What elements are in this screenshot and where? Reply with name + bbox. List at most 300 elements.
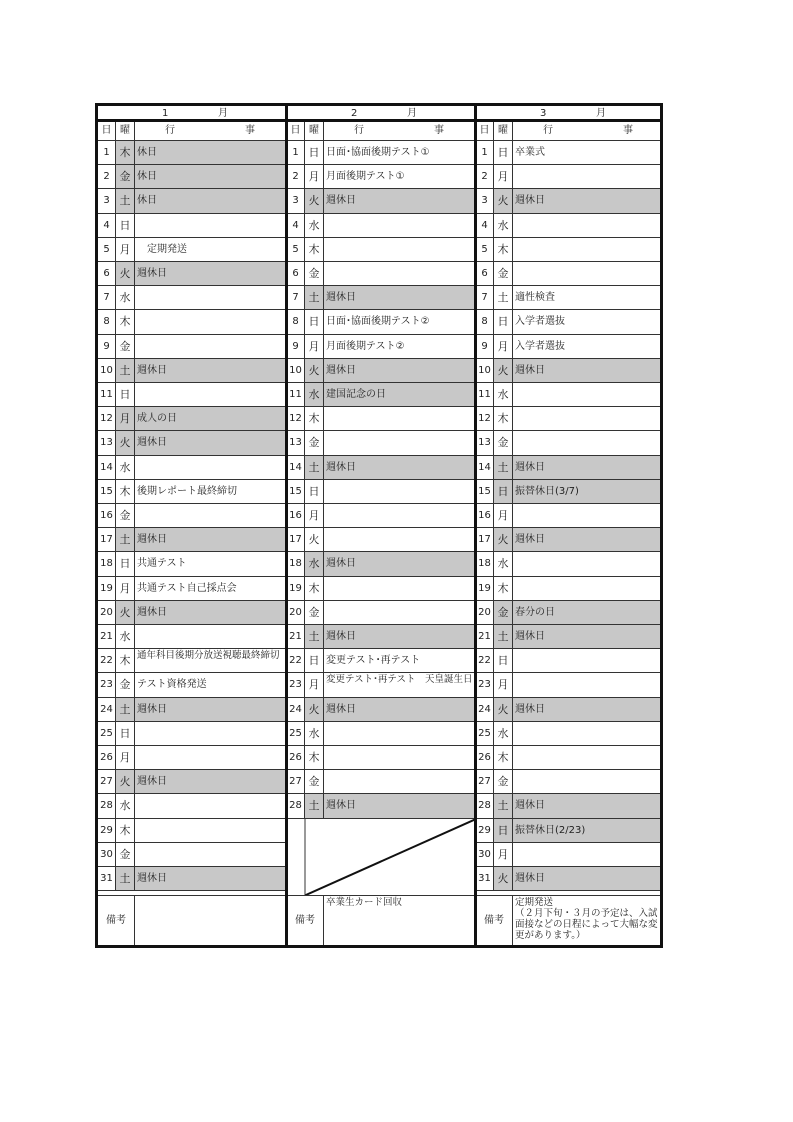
event bbox=[324, 238, 476, 261]
day-row bbox=[287, 722, 476, 746]
event: 休日 bbox=[135, 189, 287, 212]
weekday: 日 bbox=[494, 819, 513, 842]
day-header: 日 bbox=[287, 122, 305, 140]
slash-line bbox=[305, 819, 476, 895]
weekday: 土 bbox=[305, 456, 324, 479]
event bbox=[513, 214, 660, 237]
event: 週休日 bbox=[324, 552, 476, 575]
weekday: 日 bbox=[305, 649, 324, 672]
weekday: 火 bbox=[494, 189, 513, 212]
event bbox=[135, 746, 287, 769]
day-number: 28 bbox=[98, 794, 116, 817]
event: 入学者選抜 bbox=[515, 316, 565, 328]
day-number: 8 bbox=[476, 310, 494, 333]
day-row bbox=[287, 504, 476, 528]
event bbox=[324, 480, 476, 503]
event bbox=[513, 746, 660, 769]
month-unit: 月 bbox=[596, 108, 606, 119]
weekday: 水 bbox=[305, 214, 324, 237]
event: テスト資格発送 bbox=[137, 679, 207, 691]
day-row bbox=[476, 407, 660, 431]
day-row bbox=[98, 189, 287, 213]
day-row bbox=[476, 383, 660, 407]
day-row bbox=[98, 867, 287, 891]
day-row bbox=[287, 698, 476, 722]
day-number: 4 bbox=[287, 214, 305, 237]
day-number: 8 bbox=[98, 310, 116, 333]
day-row bbox=[476, 504, 660, 528]
day-number: 28 bbox=[287, 794, 305, 817]
event: 休日 bbox=[135, 165, 287, 188]
day-number: 18 bbox=[98, 552, 116, 575]
day-number: 23 bbox=[476, 673, 494, 696]
weekday: 月 bbox=[494, 673, 513, 696]
day-number: 26 bbox=[476, 746, 494, 769]
weekday: 金 bbox=[305, 770, 324, 793]
day-row bbox=[98, 383, 287, 407]
day-row bbox=[476, 480, 660, 504]
day-number: 21 bbox=[476, 625, 494, 648]
weekday: 木 bbox=[116, 819, 135, 842]
day-number: 1 bbox=[476, 141, 494, 164]
column-header bbox=[476, 122, 660, 141]
notes-row bbox=[98, 895, 287, 945]
day-number: 16 bbox=[287, 504, 305, 527]
day-row bbox=[476, 431, 660, 455]
event: 振替休日(3/7) bbox=[513, 480, 660, 503]
weekday: 土 bbox=[494, 625, 513, 648]
weekday: 木 bbox=[116, 480, 135, 503]
event bbox=[135, 843, 287, 866]
weekday: 土 bbox=[116, 867, 135, 890]
notes-label: 備考 bbox=[476, 896, 513, 945]
event: 週休日 bbox=[135, 528, 287, 551]
day-row bbox=[287, 189, 476, 213]
day-number: 10 bbox=[287, 359, 305, 382]
weekday-header: 曜 bbox=[116, 122, 135, 140]
day-number: 14 bbox=[98, 456, 116, 479]
event bbox=[135, 214, 287, 237]
day-row bbox=[287, 359, 476, 383]
event: 入学者選抜 bbox=[515, 340, 565, 352]
day-number: 9 bbox=[476, 335, 494, 358]
day-row bbox=[287, 310, 476, 334]
weekday: 金 bbox=[305, 431, 324, 454]
day-number: 20 bbox=[98, 601, 116, 624]
weekday: 土 bbox=[305, 286, 324, 309]
event bbox=[324, 431, 476, 454]
day-row bbox=[98, 286, 287, 310]
event-header bbox=[513, 122, 660, 140]
day-number: 12 bbox=[476, 407, 494, 430]
notes-row bbox=[287, 895, 476, 945]
weekday: 火 bbox=[116, 262, 135, 285]
weekday: 金 bbox=[305, 601, 324, 624]
weekday: 月 bbox=[305, 335, 324, 358]
day-row bbox=[287, 383, 476, 407]
weekday: 月 bbox=[116, 746, 135, 769]
day-number: 18 bbox=[287, 552, 305, 575]
event bbox=[513, 238, 660, 261]
month-column bbox=[476, 106, 660, 945]
day-row bbox=[476, 794, 660, 818]
event: 振替休日(2/23) bbox=[513, 819, 660, 842]
day-row bbox=[476, 238, 660, 262]
event-header-part: 事 bbox=[623, 125, 633, 136]
day-number: 3 bbox=[476, 189, 494, 212]
day-number: 25 bbox=[287, 722, 305, 745]
event bbox=[513, 431, 660, 454]
weekday: 日 bbox=[116, 214, 135, 237]
event-header bbox=[324, 122, 476, 140]
day-number: 7 bbox=[98, 286, 116, 309]
day-row bbox=[476, 843, 660, 867]
day-number: 19 bbox=[476, 577, 494, 600]
event-header-part: 行 bbox=[354, 125, 364, 136]
weekday: 土 bbox=[116, 698, 135, 721]
day-row bbox=[98, 625, 287, 649]
event: 週休日 bbox=[135, 867, 287, 890]
day-number: 8 bbox=[287, 310, 305, 333]
event bbox=[324, 214, 476, 237]
weekday: 木 bbox=[305, 407, 324, 430]
month-column bbox=[287, 106, 476, 945]
weekday: 火 bbox=[305, 359, 324, 382]
event bbox=[324, 504, 476, 527]
event bbox=[135, 794, 287, 817]
day-number: 4 bbox=[98, 214, 116, 237]
weekday: 月 bbox=[116, 238, 135, 261]
event bbox=[324, 722, 476, 745]
weekday: 金 bbox=[494, 770, 513, 793]
event bbox=[513, 504, 660, 527]
day-row bbox=[476, 262, 660, 286]
event: 週休日 bbox=[324, 359, 476, 382]
event: 変更テスト･再テスト 天皇誕生日 bbox=[326, 674, 473, 686]
day-number: 7 bbox=[287, 286, 305, 309]
day-number: 17 bbox=[287, 528, 305, 551]
month-number: 2 bbox=[351, 108, 358, 119]
month-title bbox=[476, 106, 660, 122]
day-number: 24 bbox=[98, 698, 116, 721]
day-number: 22 bbox=[287, 649, 305, 672]
weekday: 水 bbox=[305, 383, 324, 406]
day-number: 13 bbox=[287, 431, 305, 454]
day-row bbox=[476, 359, 660, 383]
event-header-part: 行 bbox=[543, 125, 553, 136]
event bbox=[513, 649, 660, 672]
day-number: 19 bbox=[287, 577, 305, 600]
event: 週休日 bbox=[324, 456, 476, 479]
event bbox=[135, 310, 287, 333]
day-row bbox=[98, 407, 287, 431]
notes-text: 定期発送 （２月下旬・３月の予定は、入試面接などの日程によって大幅な変更があります。） bbox=[515, 897, 658, 941]
day-row bbox=[98, 649, 287, 673]
day-row bbox=[476, 867, 660, 891]
event bbox=[135, 335, 287, 358]
weekday: 土 bbox=[305, 794, 324, 817]
weekday: 土 bbox=[494, 794, 513, 817]
weekday: 水 bbox=[305, 552, 324, 575]
weekday: 火 bbox=[305, 528, 324, 551]
day-number: 23 bbox=[287, 673, 305, 696]
day-number: 5 bbox=[98, 238, 116, 261]
weekday: 日 bbox=[494, 310, 513, 333]
weekday: 金 bbox=[116, 335, 135, 358]
event: 週休日 bbox=[135, 431, 287, 454]
weekday: 月 bbox=[494, 504, 513, 527]
notes-label: 備考 bbox=[287, 896, 324, 945]
day-row bbox=[98, 456, 287, 480]
day-number: 29 bbox=[476, 819, 494, 842]
weekday: 木 bbox=[305, 238, 324, 261]
weekday: 水 bbox=[494, 552, 513, 575]
day-row bbox=[98, 165, 287, 189]
day-row bbox=[287, 456, 476, 480]
event bbox=[513, 722, 660, 745]
day-row bbox=[476, 310, 660, 334]
day-row bbox=[476, 189, 660, 213]
weekday: 火 bbox=[494, 867, 513, 890]
weekday: 金 bbox=[494, 262, 513, 285]
event bbox=[324, 770, 476, 793]
day-row bbox=[98, 431, 287, 455]
day-number: 17 bbox=[98, 528, 116, 551]
weekday: 月 bbox=[494, 843, 513, 866]
day-number: 20 bbox=[287, 601, 305, 624]
weekday: 土 bbox=[116, 528, 135, 551]
notes-row bbox=[476, 895, 660, 945]
day-number: 1 bbox=[287, 141, 305, 164]
notes-text: 卒業生カード回収 bbox=[326, 897, 403, 908]
event: 週休日 bbox=[513, 794, 660, 817]
weekday: 日 bbox=[494, 141, 513, 164]
event bbox=[135, 819, 287, 842]
day-number: 1 bbox=[98, 141, 116, 164]
weekday: 水 bbox=[116, 456, 135, 479]
event: 週休日 bbox=[324, 189, 476, 212]
weekday: 日 bbox=[116, 552, 135, 575]
event bbox=[513, 770, 660, 793]
weekday: 水 bbox=[494, 214, 513, 237]
day-number: 23 bbox=[98, 673, 116, 696]
event: 週休日 bbox=[135, 698, 287, 721]
event bbox=[513, 673, 660, 696]
event: 成人の日 bbox=[135, 407, 287, 430]
day-row bbox=[476, 214, 660, 238]
weekday: 日 bbox=[305, 480, 324, 503]
weekday: 火 bbox=[116, 770, 135, 793]
day-number: 27 bbox=[287, 770, 305, 793]
weekday: 水 bbox=[494, 722, 513, 745]
day-row bbox=[287, 794, 476, 818]
day-row bbox=[287, 286, 476, 310]
day-row bbox=[98, 238, 287, 262]
weekday: 土 bbox=[116, 189, 135, 212]
weekday: 金 bbox=[494, 431, 513, 454]
day-number: 6 bbox=[476, 262, 494, 285]
day-row bbox=[98, 722, 287, 746]
day-number: 12 bbox=[287, 407, 305, 430]
weekday: 火 bbox=[494, 528, 513, 551]
weekday: 月 bbox=[305, 504, 324, 527]
day-row bbox=[98, 504, 287, 528]
day-row bbox=[287, 214, 476, 238]
day-row bbox=[98, 480, 287, 504]
day-row bbox=[476, 601, 660, 625]
day-row bbox=[98, 141, 287, 165]
event bbox=[513, 843, 660, 866]
day-row bbox=[98, 359, 287, 383]
day-row bbox=[287, 480, 476, 504]
weekday: 日 bbox=[116, 383, 135, 406]
event-header-part: 事 bbox=[434, 125, 444, 136]
day-row bbox=[476, 649, 660, 673]
day-row bbox=[287, 577, 476, 601]
day-row bbox=[98, 262, 287, 286]
weekday: 木 bbox=[116, 141, 135, 164]
day-number: 22 bbox=[476, 649, 494, 672]
calendar-table bbox=[95, 103, 663, 948]
event: 共通テスト自己採点会 bbox=[137, 582, 237, 594]
event bbox=[513, 552, 660, 575]
day-number: 21 bbox=[98, 625, 116, 648]
day-number: 15 bbox=[287, 480, 305, 503]
day-number: 13 bbox=[476, 431, 494, 454]
weekday: 土 bbox=[494, 456, 513, 479]
weekday: 木 bbox=[494, 407, 513, 430]
weekday: 日 bbox=[305, 310, 324, 333]
day-number: 28 bbox=[476, 794, 494, 817]
day-row bbox=[476, 456, 660, 480]
day-row bbox=[287, 746, 476, 770]
event bbox=[324, 407, 476, 430]
day-number: 6 bbox=[98, 262, 116, 285]
event bbox=[135, 456, 287, 479]
day-number: 10 bbox=[98, 359, 116, 382]
day-number: 16 bbox=[98, 504, 116, 527]
month-unit: 月 bbox=[218, 108, 228, 119]
event: 週休日 bbox=[513, 528, 660, 551]
day-number: 2 bbox=[98, 165, 116, 188]
weekday: 水 bbox=[116, 794, 135, 817]
day-number: 18 bbox=[476, 552, 494, 575]
day-number: 31 bbox=[98, 867, 116, 890]
weekday: 金 bbox=[305, 262, 324, 285]
weekday: 木 bbox=[305, 746, 324, 769]
day-number: 6 bbox=[287, 262, 305, 285]
day-row bbox=[476, 577, 660, 601]
month-number: 3 bbox=[540, 108, 547, 119]
event: 卒業式 bbox=[515, 147, 545, 158]
day-row bbox=[287, 601, 476, 625]
event: 変更テスト･再テスト bbox=[326, 655, 421, 667]
event: 春分の日 bbox=[513, 601, 660, 624]
event: 適性検査 bbox=[515, 292, 555, 304]
event bbox=[324, 262, 476, 285]
day-number: 14 bbox=[287, 456, 305, 479]
event: 月面後期テスト② bbox=[326, 340, 405, 352]
event: 週休日 bbox=[324, 698, 476, 721]
weekday: 土 bbox=[116, 359, 135, 382]
event: 日面･協面後期テスト① bbox=[326, 147, 430, 158]
event: 週休日 bbox=[513, 456, 660, 479]
day-row bbox=[476, 746, 660, 770]
day-number: 3 bbox=[287, 189, 305, 212]
weekday: 金 bbox=[494, 601, 513, 624]
day-header: 日 bbox=[476, 122, 494, 140]
day-number: 15 bbox=[476, 480, 494, 503]
day-number: 31 bbox=[476, 867, 494, 890]
weekday: 月 bbox=[305, 673, 324, 696]
column-header bbox=[287, 122, 476, 141]
event: 週休日 bbox=[513, 698, 660, 721]
weekday: 金 bbox=[116, 165, 135, 188]
day-row bbox=[98, 673, 287, 697]
day-row bbox=[98, 528, 287, 552]
event bbox=[324, 577, 476, 600]
month-divider bbox=[285, 106, 288, 945]
month-number: 1 bbox=[162, 108, 169, 119]
weekday: 木 bbox=[494, 746, 513, 769]
day-row bbox=[476, 698, 660, 722]
day-row bbox=[476, 552, 660, 576]
event bbox=[324, 528, 476, 551]
day-number: 4 bbox=[476, 214, 494, 237]
event: 週休日 bbox=[135, 770, 287, 793]
day-row bbox=[287, 165, 476, 189]
day-number: 11 bbox=[476, 383, 494, 406]
event: 週休日 bbox=[324, 625, 476, 648]
day-row bbox=[287, 528, 476, 552]
day-row bbox=[287, 262, 476, 286]
day-row bbox=[287, 625, 476, 649]
weekday: 月 bbox=[116, 577, 135, 600]
weekday: 月 bbox=[305, 165, 324, 188]
day-number: 13 bbox=[98, 431, 116, 454]
event bbox=[513, 577, 660, 600]
notes-label: 備考 bbox=[98, 896, 135, 945]
day-row bbox=[98, 794, 287, 818]
event: 通年科目後期分放送視聴最終締切 bbox=[137, 650, 280, 662]
event: 共通テスト bbox=[137, 558, 187, 570]
day-row bbox=[287, 770, 476, 794]
weekday: 木 bbox=[116, 310, 135, 333]
event bbox=[324, 746, 476, 769]
day-number: 5 bbox=[287, 238, 305, 261]
day-number: 15 bbox=[98, 480, 116, 503]
day-number: 17 bbox=[476, 528, 494, 551]
event: 週休日 bbox=[513, 359, 660, 382]
day-number: 7 bbox=[476, 286, 494, 309]
column-header bbox=[98, 122, 287, 141]
month-title bbox=[98, 106, 287, 122]
weekday: 日 bbox=[494, 480, 513, 503]
weekday: 火 bbox=[116, 601, 135, 624]
event-header-part: 行 bbox=[165, 125, 175, 136]
day-row bbox=[98, 335, 287, 359]
day-row bbox=[287, 649, 476, 673]
day-number: 2 bbox=[476, 165, 494, 188]
day-row bbox=[98, 746, 287, 770]
day-number: 26 bbox=[98, 746, 116, 769]
day-row bbox=[287, 407, 476, 431]
day-row bbox=[98, 698, 287, 722]
day-row bbox=[476, 673, 660, 697]
weekday: 水 bbox=[116, 625, 135, 648]
day-number: 3 bbox=[98, 189, 116, 212]
event bbox=[135, 625, 287, 648]
